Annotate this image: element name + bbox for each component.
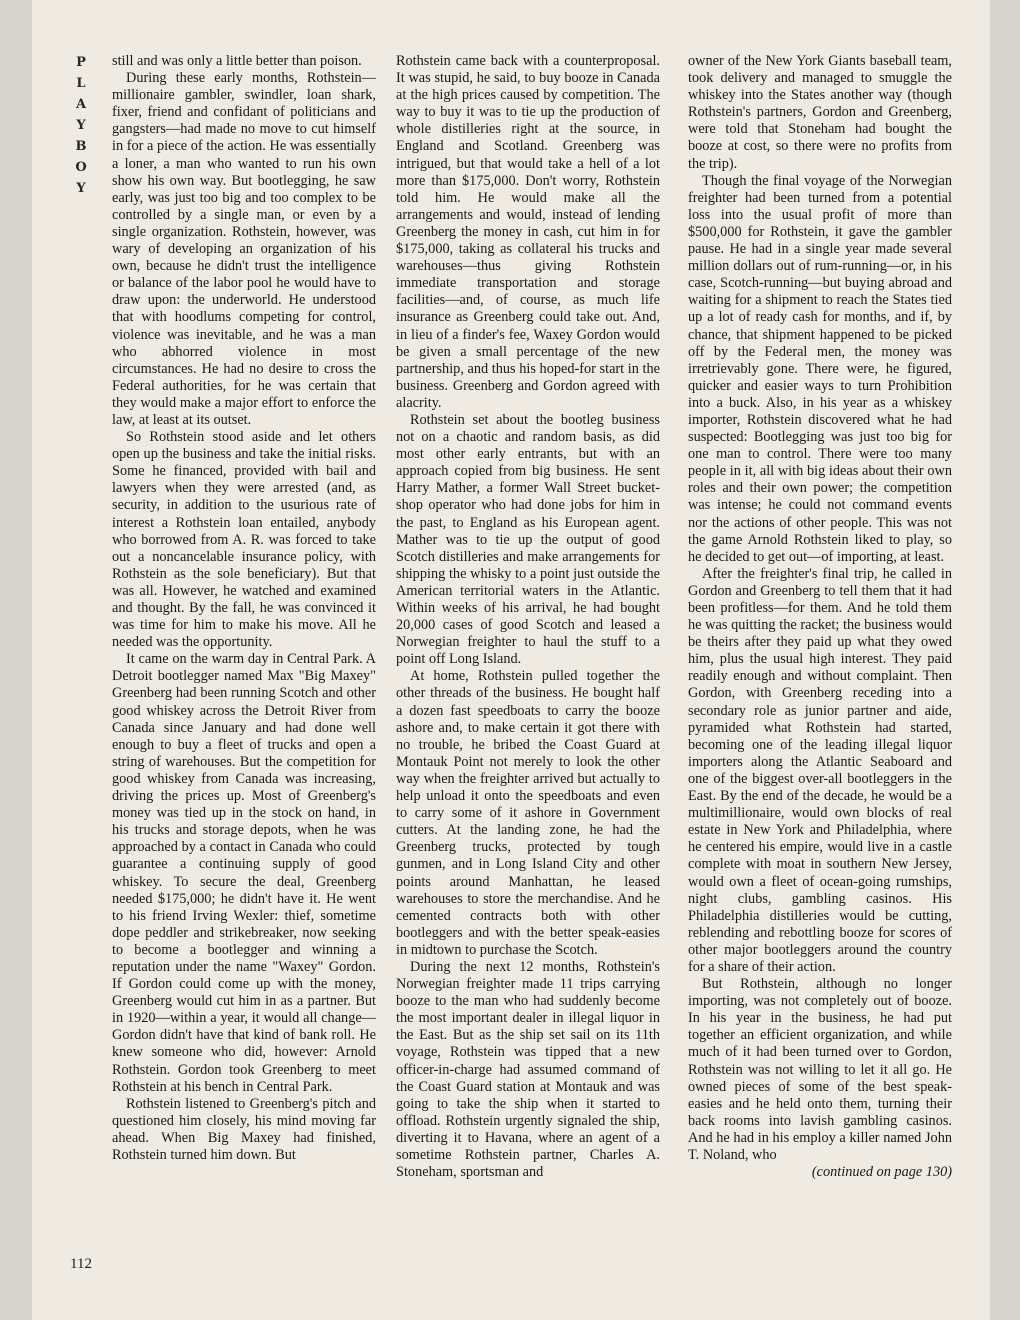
text-column-1 (112, 53, 376, 1273)
paragraph: still and was only a little better than poison. (112, 53, 362, 69)
paragraph: Rothstein listened to Greenberg's pitch and questioned him closely, his mind moving far ahead. When Big Maxey had finished, Rothstein turned him down. But (112, 1095, 376, 1163)
magazine-letter: Y (76, 118, 86, 133)
magazine-letter: P (76, 55, 86, 70)
paragraph: After the freighter's final trip, he called in Gordon and Greenberg to tell them that it had been profitless—for them. And he told them he was quitting the racket; the business would be theirs after they paid up what they owed him, plus the usual high interest. They paid readily enough and without complaint. Then Gordon, with Greenberg receding into a secondary role as junior partner and aide, pyramided what Rothstein had started, becoming one of the leading illegal liquor importers along the Atlantic Seaboard and one of the biggest over-all bootleggers in the East. By the end of the decade, he would be a multimillionaire, would own blocks of real estate in New York and Philadelphia, where he centered his empire, would live in a castle complete with moat in southern New Jersey, would own a fleet of ocean-going rumships, night clubs, gambling casinos. His Philadelphia distilleries would be cutting, reblending and rebottling booze for scores of other major bootleggers around the country for a share of their action. (688, 565, 952, 975)
magazine-letter: B (75, 139, 87, 154)
paragraph: During the next 12 months, Rothstein's Norwegian freighter made 11 trips carrying booze to the man who had suddenly become the most important dealer in illegal liquor in the East. But as the ship set sail on its 11th voyage, Rothstein was tipped that a new officer-in-charge had assumed command of the Coast Guard station at Montauk and was going to take the ship when it started to offload. Rothstein urgently signaled the ship, diverting it to Havana, where an agent of a sometime Rothstein partner, Charles A. Stoneham, sportsman and (396, 958, 660, 1181)
page-number: 112 (70, 1256, 92, 1272)
text-column-2 (396, 53, 660, 1273)
magazine-name-vertical (66, 52, 96, 199)
magazine-letter: Y (76, 181, 86, 196)
paragraph: During these early months, Rothstein—millionaire gambler, swindler, loan shark, fixer, friend and confidant of politicians and gangsters—had made no move to cut himself in for a piece of the action. He was essentially a loner, a man who wanted to run his own show his own way. But bootlegging, he saw early, was just too big and too complex to be controlled by a single man, or even by a single organization. Rothstein, however, was wary of developing an organization of his own, because he didn't trust the intelligence or balance of the labor pool he would have to draw upon: the underworld. He understood that with hoodlums competing for control, violence was inevitable, and he was a man who abhorred violence in most circumstances. He had no desire to cross the Federal authorities, for he was certain that they would make a major effort to enforce the law, at least at its outset. (112, 70, 376, 428)
continued-note: (continued on page 130) (811, 1164, 952, 1181)
magazine-letter: L (76, 76, 86, 91)
paragraph: owner of the New York Giants baseball team, took delivery and managed to smuggle the whiskey into the States another way (though Rothstein's partners, Gordon and Greenberg, were told that Stoneham had bought the booze at cost, so there were no profits from the trip). (688, 53, 952, 172)
paragraph: At home, Rothstein pulled together the other threads of the business. He bought half a dozen fast speedboats to carry the booze ashore and, to make certain it got there with no trouble, he bribed the Coast Guard at Montauk Point not merely to look the other way when the freighter arrived but actually to help unload it onto the speedboats and even to carry some of it ashore in Government cutters. At the landing zone, he had the Greenberg trucks, protected by tough gunmen, and in Long Island City and other points around Manhattan, he leased warehouses to store the merchandise. And he cemented contracts both with other bootleggers and with the better speak-easies in midtown to purchase the Scotch. (396, 668, 660, 958)
magazine-letter: O (75, 160, 87, 175)
paragraph: Rothstein set about the bootleg business not on a chaotic and random basis, as did most other early entrants, but with an approach copied from big business. He sent Harry Mather, a former Wall Street bucket-shop operator who had done jobs for him in the past, to England as his European agent. Mather was to tie up the output of good Scotch distilleries and make arrangements for shipping the whisky to a point just outside the American territorial waters in the Atlantic. Within weeks of his arrival, he had bought 20,000 cases of good Scotch and leased a Norwegian freighter to haul the stuff to a point off Long Island. (396, 411, 660, 668)
paragraph: It came on the warm day in Central Park. A Detroit bootlegger named Max "Big Maxey" Greenberg had been running Scotch and other good whiskey across the Detroit River from Canada since January and had done well enough to buy a fleet of trucks and open a string of warehouses. But the competition for good whiskey from Canada was increasing, driving the prices up. Most of Greenberg's money was tied up in the stock on hand, in his trucks and storage depots, when he was approached by a contact in Canada who could guarantee a continuing supply of good whiskey. To secure the deal, Greenberg needed $175,000; he didn't have it. He went to his friend Irving Wexler: thief, sometime dope peddler and strikebreaker, now seeking to become a bootlegger and winning a reputation under the name "Waxey" Gordon. If Gordon could come up with the money, Greenberg would cut him in as a partner. But in 1920—within a year, it would all change—Gordon didn't have that kind of bank roll. He knew someone who did, however: Arnold Rothstein. Gordon took Greenberg to meet Rothstein at his bench in Central Park. (112, 651, 376, 1095)
paragraph: But Rothstein, although no longer importing, was not completely out of booze. In his year in the business, he had put together an efficient organization, and while much of it had been turned over to Gordon, Rothstein was not willing to let it all go. He owned pieces of some of the best speak-easies and he held onto them, turning their back rooms into lavish gambling casinos. And he had in his employ a killer named John T. Noland, who (688, 976, 952, 1163)
paragraph: So Rothstein stood aside and let others open up the business and take the initial risks. Some he financed, provided with bail and lawyers when they were arrested (and, as security, in addition to the usurious rate of interest a Rothstein loan entailed, anybody who borrowed from A. R. was forced to take out a noncancelable insurance policy, with Rothstein as the sole beneficiary). But that was all. However, he watched and examined and thought. By the fall, he was convinced it was time for him to make his move. All he needed was the opportunity. (112, 429, 376, 651)
paragraph: Though the final voyage of the Norwegian freighter had been turned from a potential loss into the usual profit of more than $500,000 for Rothstein, it gave the gambler pause. He had in a single year made several million dollars out of rum-running—or, in his case, Scotch-running—but buying abroad and waiting for a shipment to reach the States tied up a lot of ready cash for months, and if, by chance, that shipment happened to be picked off by the Federal men, the money was irretrievably gone. There were, he figured, quicker and easier ways to turn Prohibition into a buck. Also, in his year as a whiskey importer, Rothstein discovered what he had suspected: Bootlegging was just too big for one man to control. There were too many people in it, all with big ideas about their own roles and their own power; the competition was intense; he could not command events nor the actions of other people. This was not the game Arnold Rothstein liked to play, so he decided to get out—of importing, at least. (688, 172, 952, 565)
text-column-3 (688, 53, 952, 1273)
magazine-letter: A (75, 97, 87, 112)
paragraph: Rothstein came back with a counterproposal. It was stupid, he said, to buy booze in Canada at the high prices caused by competition. The way to buy it was to tie up the production of whole distilleries right at the source, in England and Scotland. Greenberg was intrigued, but that would take a hell of a lot more than $175,000. Don't worry, Rothstein told him. He would make all the arrangements and would, instead of lending Greenberg the money in cash, cut him in for $175,000, taking as collateral his trucks and warehouses—thus giving Rothstein immediate transportation and storage facilities—and, of course, as much life insurance as Greenberg could take out. And, in lieu of a finder's fee, Waxey Gordon would be given a small percentage of the new partnership, and thus his hoped-for start in the business. Greenberg and Gordon agreed with alacrity. (396, 53, 660, 411)
